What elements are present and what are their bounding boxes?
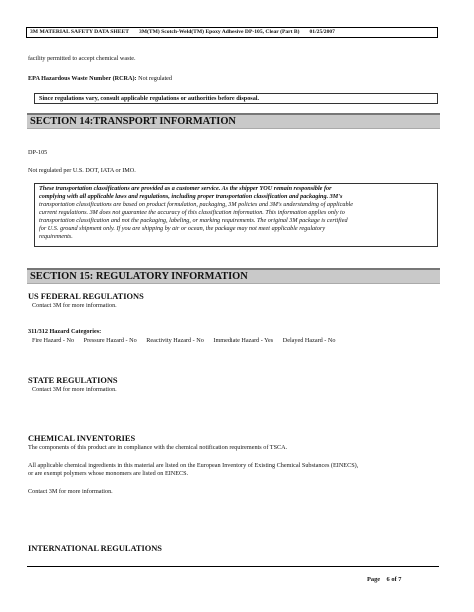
page-total: 7	[398, 576, 402, 583]
hazard-categories-heading: 311/312 Hazard Categories:	[28, 328, 102, 335]
state-heading: STATE REGULATIONS	[28, 376, 118, 385]
disclaimer-line: for U.S. ground shipment only. If you are shipping by air or ocean, the package may not meet applicable regulatory	[39, 225, 326, 232]
page-of: of	[391, 576, 397, 583]
chemical-inventories-heading: CHEMICAL INVENTORIES	[28, 434, 136, 443]
disclaimer-line: These transportation classifications are provided as a customer service. As the shipper YOU remain responsible for	[39, 185, 332, 192]
page-number: 6	[386, 576, 390, 583]
section-15-heading: SECTION 15: REGULATORY INFORMATION	[27, 268, 440, 284]
page-indicator	[367, 576, 401, 583]
hazard-category: Fire Hazard - No	[32, 337, 75, 344]
chemical-contact-text: Contact 3M for more information.	[28, 488, 113, 495]
page-label: Page	[367, 576, 381, 583]
hazard-category: Reactivity Hazard - No	[146, 337, 204, 344]
international-heading: INTERNATIONAL REGULATIONS	[28, 544, 162, 553]
transport-not-regulated: Not regulated per U.S. DOT, IATA or IMO.	[28, 167, 136, 174]
us-federal-heading: US FEDERAL REGULATIONS	[28, 292, 144, 301]
us-federal-text: Contact 3M for more information.	[32, 302, 117, 309]
disclaimer-line: complying with all applicable laws and regulations, including proper transportation classification and packaging. 3M's	[39, 193, 343, 200]
tsca-text: The components of this product are in compliance with the chemical notification requirements of TSCA.	[28, 444, 288, 451]
disclaimer-line: transportation classification and not the packaging, labeling, or marking requirements. The original 3M package is certified	[39, 217, 348, 224]
state-text: Contact 3M for more information.	[32, 386, 117, 393]
header-product: 3M(TM) Scotch-Weld(TM) Epoxy Adhesive DP-105, Clear (Part B)	[138, 29, 300, 35]
header-title: 3M MATERIAL SAFETY DATA SHEET	[30, 29, 129, 35]
disposal-continuation: facility permitted to accept chemical waste.	[28, 55, 136, 62]
disposal-notice-box	[34, 93, 438, 104]
footer-divider	[27, 566, 439, 567]
einecs-text-2: or are exempt polymers whose monomers are listed on EINECS.	[28, 470, 189, 477]
disclaimer-line: transportation classifications are based on product formulation, packaging, 3M policies and 3M's understanding of applicable	[39, 201, 354, 208]
disclaimer-line: requirements.	[39, 233, 73, 240]
hazard-categories-list	[32, 337, 343, 345]
hazard-category: Pressure Hazard - No	[83, 337, 137, 344]
einecs-text-1: All applicable chemical ingredients in this material are listed on the European Inventory of Existing Chemical Substances (EINECS),	[28, 462, 359, 469]
document-header	[26, 27, 438, 38]
epa-label: EPA Hazardous Waste Number (RCRA):	[28, 75, 137, 82]
hazard-category: Immediate Hazard - Yes	[213, 337, 274, 344]
product-code: DP-105	[28, 149, 48, 156]
disposal-notice-text: Since regulations vary, consult applicable regulations or authorities before disposal.	[39, 95, 260, 102]
disclaimer-line: current regulations. 3M does not guarantee the accuracy of this classification information. This information applies only to	[39, 209, 345, 216]
transport-disclaimer-box	[34, 183, 438, 247]
epa-value: Not regulated	[136, 75, 173, 82]
header-date: 01/25/2007	[309, 29, 335, 35]
hazard-category: Delayed Hazard - No	[282, 337, 336, 344]
epa-waste-number	[28, 75, 172, 83]
section-14-heading: SECTION 14:TRANSPORT INFORMATION	[27, 113, 440, 129]
